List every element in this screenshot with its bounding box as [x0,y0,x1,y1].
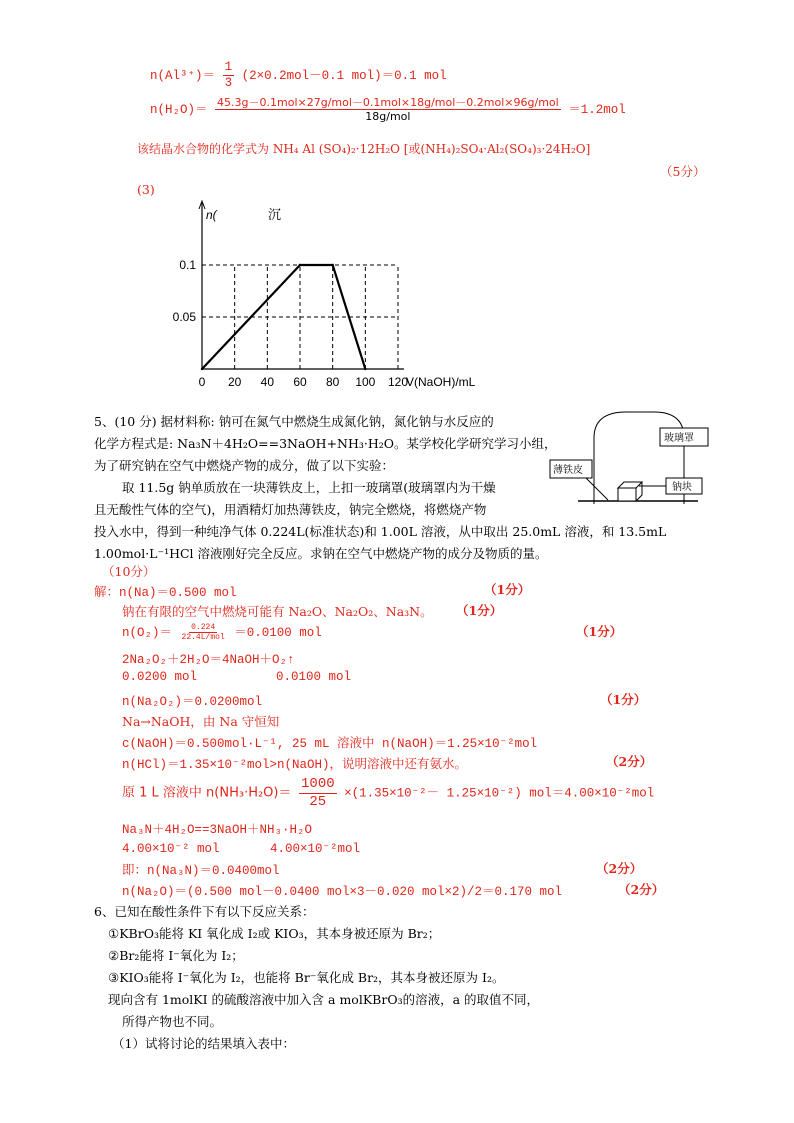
q5-para-4: 取 11.5g 钠单质放在一块薄铁皮上，上扣一玻璃罩(玻璃罩内为干燥 [122,480,496,495]
part-3-label: (3) [137,182,155,197]
apparatus-figure [548,408,716,508]
fraction-denominator: 25 [309,793,327,810]
fraction-numerator: 45.3g－0.1mol×27g/mol－0.1mol×18g/mol－0.2mol×96g/mol [217,96,559,109]
q6-item-1: ①KBrO₃能将 KI 氧化成 I₂或 KIO₃，其本身被还原为 Br₂； [108,926,441,941]
al-ion-rhs: (2×0.2mol－0.1 mol)＝0.1 mol [241,68,447,83]
water-lhs: n(H₂O)＝ [150,102,208,117]
y-axis-label: n( [206,208,217,222]
x-tick-label: 100 [355,375,376,389]
q6-sub-1: （1）试将讨论的结果填入表中： [112,1036,295,1051]
dilution-fraction [299,776,337,811]
series-point [364,368,366,370]
sol-line-8: c(NaOH)＝0.500mol·L⁻¹, 25 mL 溶液中 n(NaOH)＝1.25×10⁻²mol [122,737,538,751]
series-point [331,264,333,266]
sol-score-1: （1分） [484,582,531,597]
x-tick-label: 120 [387,375,409,389]
sol-line-4: 2Na₂O₂＋2H₂O＝4NaOH＋O₂↑ [122,653,295,667]
x-tick-label: 0 [198,375,206,389]
x-tick-label: 20 [227,375,242,389]
sol-score-5: （2分） [606,754,653,769]
sol-line-14: n(Na₂O)＝(0.500 mol－0.0400 mol×3－0.020 mol×2)/2＝0.170 mol [122,885,563,899]
nh3-rhs: ×(1.35×10⁻²－ 1.25×10⁻²) mol＝4.00×10⁻²mol [344,786,655,801]
label-sodium-block: 钠块 [672,482,692,493]
sodium-block-icon [618,488,636,501]
sol-line-10 [122,776,654,811]
q5-para-3: 为了研究钠在空气中燃烧产物的成分，做了以下实验： [94,458,395,473]
sol-score-6: （2分） [596,861,643,876]
q6-para-1: 现向含有 1molKI 的硫酸溶液中加入含 a molKBrO₃的溶液，a 的取值不同， [108,992,540,1007]
q5-score: （10分） [102,564,156,579]
x-tick-label: 80 [325,375,340,389]
pointer-line [586,478,608,500]
al-ion-lhs: n(Al³⁺)＝ [150,68,216,83]
q5-para-2: 化学方程式是: Na₃N＋4H₂O==3NaOH+NH₃·H₂O。某学校化学研究学习小组， [94,436,557,451]
q6-para-2: 所得产物也不同。 [122,1014,223,1029]
sol-line-2: 钠在有限的空气中燃烧可能有 Na₂O、Na₂O₂、Na₃N。 [122,604,433,619]
sol-score-4: （1分） [600,692,647,707]
o2-rhs: ＝0.0100 mol [234,626,322,640]
crystal-formula-text: 该结晶水合物的化学式为 NH₄ Al (SO₄)₂·12H₂O [或(NH₄)₂SO₄·Al₂(SO₄)₃·24H₂O] [137,142,591,156]
sol-line-9: n(HCl)＝1.35×10⁻²mol>n(NaOH)，说明溶液中还有氨水。 [122,758,468,772]
y-axis-label-cont: 沉 [268,207,282,222]
sol-line-1: 解：n(Na)＝0.500 mol [94,586,237,600]
nh3-lhs: 原 1 L 溶液中 n(NH₃·H₂O)＝ [122,785,292,801]
fraction-numerator: 1000 [301,776,335,792]
sol-score-2: （1分） [456,603,503,618]
one-third-fraction [223,60,235,91]
sol-line-12a: 4.00×10⁻² mol [122,842,220,856]
chart-axes [199,201,404,369]
series-point [299,264,301,266]
label-iron-sheet: 薄铁皮 [553,465,583,476]
fraction-denominator: 22.4L/mol [181,633,225,643]
x-tick-label: 40 [260,375,275,389]
q5-para-7: 1.00mol·L⁻¹HCl 溶液刚好完全反应。求钠在空气中燃烧产物的成分及物质的量。 [94,546,548,561]
fraction-denominator: 3 [224,76,233,90]
o2-lhs: n(O₂)＝ [122,626,173,640]
water-rhs: ＝1.2mol [568,102,626,117]
sol-line-3 [122,622,322,643]
sol-line-13: 即：n(Na₃N)＝0.0400mol [122,864,280,878]
label-glass-cover: 玻璃罩 [664,433,694,444]
o2-fraction [180,623,227,643]
precipitate-chart [172,195,540,395]
chart-axis-labels [206,207,476,389]
fraction-denominator: 18g/mol [365,110,411,124]
water-equation [150,96,626,123]
q6-item-2: ②Br₂能将 I⁻氧化为 I₂； [108,948,244,963]
sol-score-3: （1分） [576,624,623,639]
sol-line-7: Na→NaOH，由 Na 守恒知 [122,714,280,729]
sol-line-12b: 4.00×10⁻²mol [270,842,361,856]
sol-line-6: n(Na₂O₂)＝0.0200mol [122,695,263,709]
q5-para-6: 投入水中，得到一种纯净气体 0.224L(标准状态)和 1.00L 溶液，从中取出 25.0mL 溶液，和 13.5mL [94,524,667,539]
sol-line-5a: 0.0200 mol [122,670,198,684]
water-fraction [215,96,561,123]
al-ion-equation [150,60,447,91]
q6-intro: 6、已知在酸性条件下有以下反应关系： [94,904,315,919]
sol-score-7: （2分） [618,882,665,897]
x-tick-label: 60 [293,375,307,389]
sol-line-5b: 0.0100 mol [276,670,352,684]
series-point [201,368,203,370]
q5-para-5: 且无酸性气体的空气)，用酒精灯加热薄铁皮，钠完全燃烧，将燃烧产物 [94,502,487,517]
q6-item-3: ③KIO₃能将 I⁻氧化为 I₂，也能将 Br⁻氧化成 Br₂，其本身被还原为 I₂。 [108,970,505,985]
chart-grid [202,265,398,369]
y-tick-label: 0.05 [172,310,196,324]
score-5: （5分） [660,164,706,179]
q5-para-1: 5、(10 分) 据材料称: 钠可在氮气中燃烧生成氮化钠，氮化钠与水反应的 [94,414,494,429]
x-axis-label: V(NaOH)/mL [406,375,476,389]
sol-line-11: Na₃N＋4H₂O==3NaOH＋NH₃·H₂O [122,823,313,837]
y-tick-label: 0.1 [179,258,196,272]
fraction-numerator: 1 [224,60,233,74]
fraction-numerator: 0.224 [191,622,216,632]
